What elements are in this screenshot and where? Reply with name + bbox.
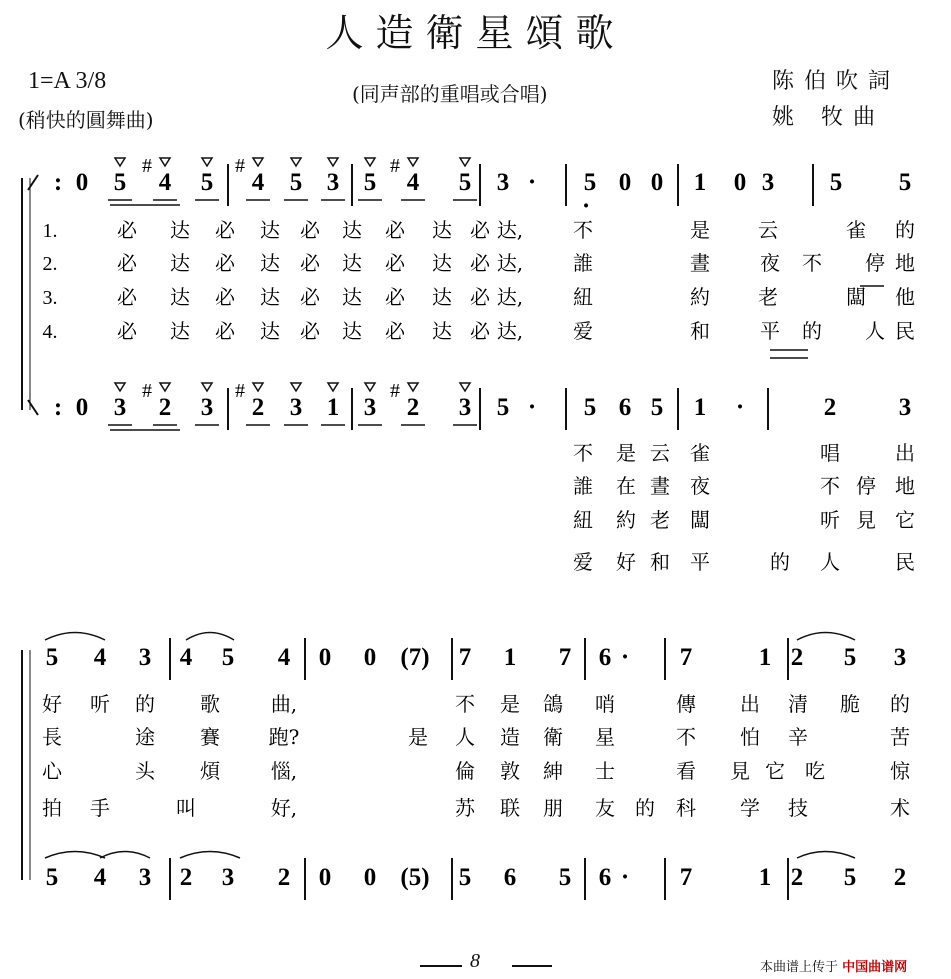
note: 4 [93, 864, 107, 891]
lyric: 必 [300, 285, 320, 309]
note: 2 [158, 394, 172, 421]
note: 1 [758, 644, 772, 671]
page-number: 8 [470, 950, 480, 972]
note: 2 [406, 394, 420, 421]
lyric: 达, [496, 218, 524, 242]
subtitle: (同声部的重唱或合唱) [352, 82, 548, 106]
slur [45, 633, 105, 641]
lyric: 必 [385, 319, 405, 343]
lyric: 是 [616, 441, 636, 465]
note: 5 [898, 169, 912, 196]
accent-mark [365, 158, 375, 166]
lyric: 学 [740, 796, 760, 820]
site-logo[interactable]: 中国曲谱网 [842, 960, 908, 975]
slur [186, 633, 234, 641]
composer-credit: 姚 牧曲 [772, 105, 885, 130]
lyric: 达 [260, 319, 280, 343]
note: 1 [503, 644, 517, 671]
sharp-sign: # [142, 155, 152, 177]
lyric: 的 [890, 692, 910, 716]
note: 6 [618, 394, 632, 421]
lyric: 造 [500, 725, 520, 749]
lyric: 和 [690, 319, 710, 343]
lyric: 必 [385, 251, 405, 275]
lyric: 的 [635, 796, 655, 820]
lyric: 吃 [805, 759, 825, 783]
accent-mark [408, 383, 418, 391]
note: 3 [496, 169, 510, 196]
lyric: 爱 [573, 550, 593, 574]
lyric: 听 [820, 508, 840, 532]
note: 3 [326, 169, 340, 196]
slur [180, 852, 240, 859]
lyric: 云 [650, 441, 670, 465]
note: 3 [893, 644, 907, 671]
lyric: 达, [496, 285, 524, 309]
lyric: 达 [432, 285, 452, 309]
note: 4 [251, 169, 265, 196]
lyric: 夜 [690, 474, 710, 498]
lyric: 誰 [573, 474, 593, 498]
note: 5 [363, 169, 377, 196]
lyric: 跑? [268, 725, 300, 749]
lyric: 朋 [543, 796, 563, 820]
note: 3 [458, 394, 472, 421]
note: 4 [277, 644, 291, 671]
lyric: 达 [260, 285, 280, 309]
page-number-dash-right [512, 965, 552, 967]
lyric: 必 [470, 218, 490, 242]
verse-number: 1. [42, 220, 58, 242]
slur [797, 852, 855, 859]
lyric: 脆 [840, 692, 860, 716]
lyric: 不 [820, 474, 840, 498]
lyric: 好, [270, 796, 298, 820]
lyric: 叫 [176, 796, 196, 820]
note: 5 [45, 864, 59, 891]
lyric: 不 [573, 218, 593, 242]
note: 2 [790, 644, 804, 671]
lyric: 平 [760, 319, 780, 343]
lyric: 技 [788, 796, 808, 820]
lyric: 好 [42, 692, 62, 716]
lyric: 清 [788, 692, 808, 716]
accent-mark [328, 158, 338, 166]
note: 5 [496, 394, 510, 421]
accent-mark [291, 158, 301, 166]
note: 7 [679, 864, 693, 891]
lyric: 不 [455, 692, 475, 716]
note: 0 [733, 169, 747, 196]
lyric: 雀 [690, 441, 710, 465]
lyric: 約 [690, 285, 710, 309]
note: 3 [221, 864, 235, 891]
lyric: 晝 [690, 251, 710, 275]
slur [45, 852, 105, 859]
lyric: 苦 [890, 725, 910, 749]
note: 3 [289, 394, 303, 421]
note: 0 [318, 644, 332, 671]
note: 0 [318, 864, 332, 891]
lyric: 見 [730, 759, 750, 783]
note: 0 [75, 394, 89, 421]
note: 2 [893, 864, 907, 891]
note: 1 [693, 169, 707, 196]
accent-mark [160, 158, 170, 166]
note: 2 [277, 864, 291, 891]
page-number-dash-left [420, 965, 462, 967]
lyric: 必 [117, 251, 137, 275]
lyric: 鴿 [543, 692, 563, 716]
lyric: 民 [895, 550, 915, 574]
lyric: 达 [342, 218, 362, 242]
lyric: 的 [770, 550, 790, 574]
note: 4 [158, 169, 172, 196]
lyric: 士 [595, 759, 615, 783]
lyric: 的 [802, 319, 822, 343]
lyric: 达 [342, 319, 362, 343]
lyric: 地 [895, 474, 915, 498]
lyric: 怕 [740, 725, 760, 749]
note: · [735, 394, 745, 421]
note: 2 [790, 864, 804, 891]
key-signature: 1=A 3/8 [28, 68, 107, 94]
note: · [527, 169, 537, 196]
note: 5 [558, 864, 572, 891]
sharp-sign: # [235, 380, 245, 402]
lyric: 衛 [543, 725, 563, 749]
lyric: 必 [470, 251, 490, 275]
sharp-sign: # [142, 380, 152, 402]
lyric: 他 [895, 285, 915, 309]
lyric: 心 [42, 759, 62, 783]
lyric: 和 [650, 550, 670, 574]
note: 5 [458, 169, 472, 196]
verse-number: 4. [42, 321, 58, 343]
lyric: 是 [500, 692, 520, 716]
note: 2 [823, 394, 837, 421]
accent-mark [115, 383, 125, 391]
note: 5 [650, 394, 664, 421]
note: 4 [93, 644, 107, 671]
lyric: 唱 [820, 441, 840, 465]
note: (5) [400, 864, 430, 891]
accent-mark [202, 158, 212, 166]
note: 1 [758, 864, 772, 891]
lyric: 人 [455, 725, 475, 749]
lyric: 必 [117, 218, 137, 242]
upload-footer [760, 956, 907, 975]
lyric: 見 [856, 508, 876, 532]
lyric: 友 [595, 796, 615, 820]
note: 1 [693, 394, 707, 421]
lyric: 的 [135, 692, 155, 716]
note: 7 [458, 644, 472, 671]
note: 0 [618, 169, 632, 196]
page-title: 人造衛星頌歌 [325, 11, 626, 55]
lyric: 好 [616, 550, 636, 574]
lyric: 达 [170, 251, 190, 275]
lyric: 平 [690, 550, 710, 574]
note: 1 [326, 394, 340, 421]
verse-number: 2. [42, 253, 58, 275]
lyric: 必 [300, 251, 320, 275]
lyric: 不 [573, 441, 593, 465]
note: 5 [458, 864, 472, 891]
lyric: 紐 [573, 508, 593, 532]
lyric: 达 [170, 218, 190, 242]
accent-mark [408, 158, 418, 166]
lyric: 必 [215, 218, 235, 242]
lyric: 誰 [573, 251, 593, 275]
lyric: 术 [890, 796, 910, 820]
lyric: 在 [616, 474, 636, 498]
lyric: 停 [865, 251, 885, 275]
repeat-dots: : [53, 394, 63, 421]
lyric: 哨 [595, 692, 615, 716]
lyric: 必 [215, 285, 235, 309]
lyric: 达 [260, 251, 280, 275]
lyric: 老 [650, 508, 670, 532]
note: 0 [363, 644, 377, 671]
note: (7) [400, 644, 430, 671]
note: 0 [363, 864, 377, 891]
lyric: 爱 [573, 319, 593, 343]
accent-mark [328, 383, 338, 391]
note: · [620, 644, 630, 671]
accent-mark [460, 158, 470, 166]
note: 5 [829, 169, 843, 196]
note: 3 [363, 394, 377, 421]
lyric: 民 [895, 319, 915, 343]
lyric: 曲, [270, 692, 298, 716]
note: 5 [200, 169, 214, 196]
lyric: 是 [690, 218, 710, 242]
note: 4 [179, 644, 193, 671]
lyric: 是 [408, 725, 428, 749]
lyric: 闆 [846, 285, 866, 309]
lyric: 手 [90, 796, 110, 820]
lyric: 必 [117, 319, 137, 343]
lyric: 达 [342, 251, 362, 275]
lyric: 达 [432, 319, 452, 343]
lyric: 它 [895, 508, 915, 532]
accent-mark [115, 158, 125, 166]
note: 2 [179, 864, 193, 891]
note: 5 [289, 169, 303, 196]
lyric: 惊 [890, 759, 910, 783]
lyric: 必 [300, 218, 320, 242]
note: 7 [558, 644, 572, 671]
lyricist-credit: 陈伯吹詞 [772, 69, 901, 94]
lyric: 敦 [500, 759, 520, 783]
lyric: 紳 [543, 759, 563, 783]
lyric: 达 [342, 285, 362, 309]
verse-number: 3. [42, 287, 58, 309]
accent-mark [291, 383, 301, 391]
accent-mark [160, 383, 170, 391]
note: · [527, 394, 537, 421]
lyric: 联 [500, 796, 520, 820]
lyric: 闆 [690, 508, 710, 532]
lyric: 星 [595, 725, 615, 749]
note: 5 [583, 169, 597, 196]
lyric: 云 [758, 218, 778, 242]
lyric: 达 [170, 319, 190, 343]
accent-mark [365, 383, 375, 391]
note: · [620, 864, 630, 891]
note: 5 [221, 644, 235, 671]
lyric: 必 [215, 319, 235, 343]
note: 5 [45, 644, 59, 671]
lyric: 头 [135, 759, 155, 783]
note: 3 [898, 394, 912, 421]
lyric: 夜 [760, 251, 780, 275]
lyric: 科 [676, 796, 696, 820]
lyric: 長 [42, 725, 62, 749]
lyric: 停 [856, 474, 876, 498]
lyric: 必 [470, 285, 490, 309]
lyric: 听 [90, 692, 110, 716]
lyric: 必 [215, 251, 235, 275]
repeat-dots: : [53, 169, 63, 196]
lyric: 人 [820, 550, 840, 574]
note: 0 [75, 169, 89, 196]
lyric: 拍 [42, 796, 62, 820]
lyric: 辛 [788, 725, 808, 749]
note: 3 [113, 394, 127, 421]
tempo-marking: (稍快的圓舞曲) [18, 108, 154, 132]
lyric: 人 [865, 319, 885, 343]
note: 6 [598, 864, 612, 891]
lyric: 达 [432, 251, 452, 275]
slur [797, 633, 855, 641]
lyric: 地 [895, 251, 915, 275]
accent-mark [253, 158, 263, 166]
note: 5 [113, 169, 127, 196]
note: 0 [650, 169, 664, 196]
footer-text: 本曲谱上传于 [760, 960, 839, 975]
lyric: 惱, [270, 759, 298, 783]
accent-mark [202, 383, 212, 391]
lyric: 傳 [676, 692, 696, 716]
lyric: 必 [470, 319, 490, 343]
lyric: 达 [432, 218, 452, 242]
lyric: 不 [802, 251, 822, 275]
sharp-sign: # [390, 155, 400, 177]
note: 2 [251, 394, 265, 421]
lyric: 的 [895, 218, 915, 242]
lyric: 达, [496, 251, 524, 275]
note: 7 [679, 644, 693, 671]
lyric: 雀 [846, 218, 866, 242]
lyric: 賽 [200, 725, 220, 749]
slur [100, 852, 150, 859]
lyric: 約 [616, 508, 636, 532]
lyric: 苏 [455, 796, 475, 820]
lyric: 煩 [200, 759, 220, 783]
lyric: 歌 [200, 692, 220, 716]
lyric: 紐 [573, 285, 593, 309]
lyric: 看 [676, 759, 696, 783]
lyric: 达 [260, 218, 280, 242]
accent-mark [460, 383, 470, 391]
lyric: 出 [895, 441, 915, 465]
lyric: 不 [676, 725, 696, 749]
note: 3 [138, 864, 152, 891]
sharp-sign: # [390, 380, 400, 402]
sharp-sign: # [235, 155, 245, 177]
low-octave-dot: · [581, 193, 591, 220]
lyric: 老 [758, 285, 778, 309]
lyric: 途 [135, 725, 155, 749]
lyric: 必 [300, 319, 320, 343]
note: 5 [843, 644, 857, 671]
note: 5 [843, 864, 857, 891]
note: 6 [503, 864, 517, 891]
lyric: 它 [765, 759, 785, 783]
note: 4 [406, 169, 420, 196]
lyric: 达 [170, 285, 190, 309]
lyric: 出 [740, 692, 760, 716]
note: 6 [598, 644, 612, 671]
lyric: 达, [496, 319, 524, 343]
lyric: 必 [117, 285, 137, 309]
accent-mark [253, 383, 263, 391]
note: 3 [200, 394, 214, 421]
lyric: 必 [385, 285, 405, 309]
lyric: 必 [385, 218, 405, 242]
lyric: 倫 [455, 759, 475, 783]
note: 3 [761, 169, 775, 196]
note: 3 [138, 644, 152, 671]
lyric: 晝 [650, 474, 670, 498]
note: 5 [583, 394, 597, 421]
